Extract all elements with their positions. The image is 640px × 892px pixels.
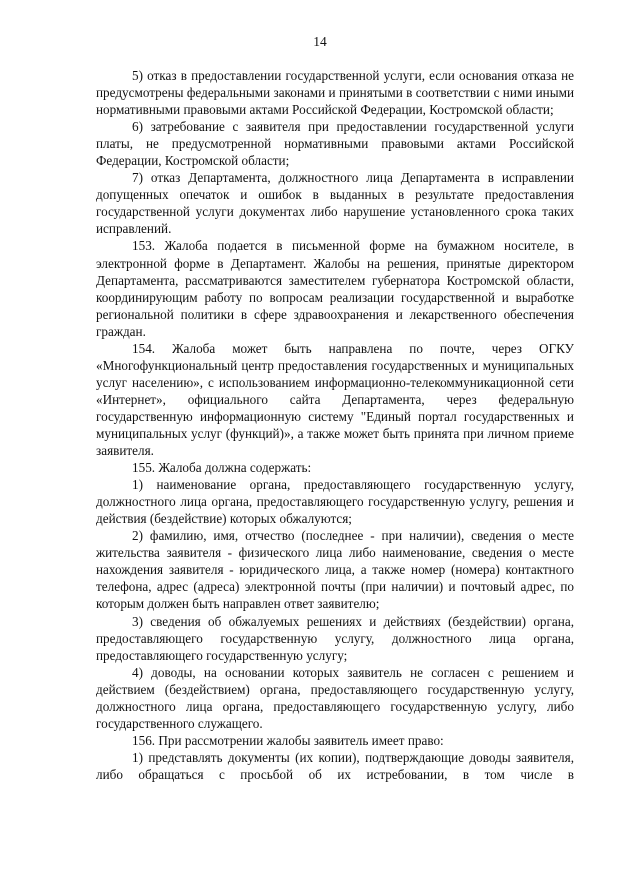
paragraph: 155. Жалоба должна содержать: — [132, 460, 312, 476]
paragraph: 1) представлять документы (их копии), подтверждающие доводы заявителя, либо обращаться с просьбой об их истребовании, в том числе в — [96, 749, 574, 782]
paragraph: 2) фамилию, имя, отчество (последнее - при наличии), сведения о месте жительства заявителя - физического лица либо наименование, сведения о месте нахождения заявителя - юридического лица, а также номер (номера) контактного телефона, адрес (адреса) электронной почты (при наличии) и почтовый адрес, по которым должен быть направлен ответ заявителю; — [96, 528, 574, 612]
paragraph: 7) отказ Департамента, должностного лица Департамента в исправлении допущенных опечаток и ошибок в выданных в результате предоставления государственной услуги документах либо нарушение установленного срока таких исправлений. — [96, 170, 574, 237]
paragraph: 153. Жалоба подается в письменной форме на бумажном носителе, в электронной форме в Департамент. Жалобы на решения, принятые директором Департамента, рассматриваются заместителем губернатора Костромской области, координирующим работу по вопросам реализации государственной и выработке региональной политики в сфере здравоохранения и лекарственного обеспечения граждан. — [96, 238, 574, 339]
paragraph: 156. При рассмотрении жалобы заявитель имеет право: — [132, 732, 444, 748]
paragraph: 5) отказ в предоставлении государственной услуги, если основания отказа не предусмотрены федеральными законами и принятыми в соответствии с ними иными нормативными правовыми актами Российской Федерации, Костромской области; — [96, 68, 574, 118]
paragraph: 3) сведения об обжалуемых решениях и действиях (бездействии) органа, предоставляющего государственную услугу, должностного лица органа, предоставляющего государственную услугу; — [96, 613, 574, 663]
paragraph: 154. Жалоба может быть направлена по почте, через ОГКУ «Многофункциональный центр предоставления государственных и муниципальных услуг населению», с использованием информационно-телекоммуникационной сети «Интернет», официального сайта Департамента, через федеральную государственную информационную систему "Единый портал государственных и муниципальных услуг (функций)», а также может быть принята при личном приеме заявителя. — [96, 340, 574, 459]
paragraph: 4) доводы, на основании которых заявитель не согласен с решением и действием (бездействием) органа, предоставляющего государственную услугу, должностного лица органа, предоставляющего государственную услугу, либо государственного служащего. — [96, 664, 574, 731]
paragraph: 1) наименование органа, предоставляющего государственную услугу, должностного лица органа, предоставляющего государственную услугу, решения и действия (бездействие) которых обжалуются; — [96, 477, 574, 527]
document-body — [96, 67, 574, 783]
page-number: 14 — [313, 34, 327, 49]
paragraph: 6) затребование с заявителя при предоставлении государственной услуги платы, не предусмотренной нормативными правовыми актами Российской Федерации, Костромской области; — [96, 119, 574, 169]
